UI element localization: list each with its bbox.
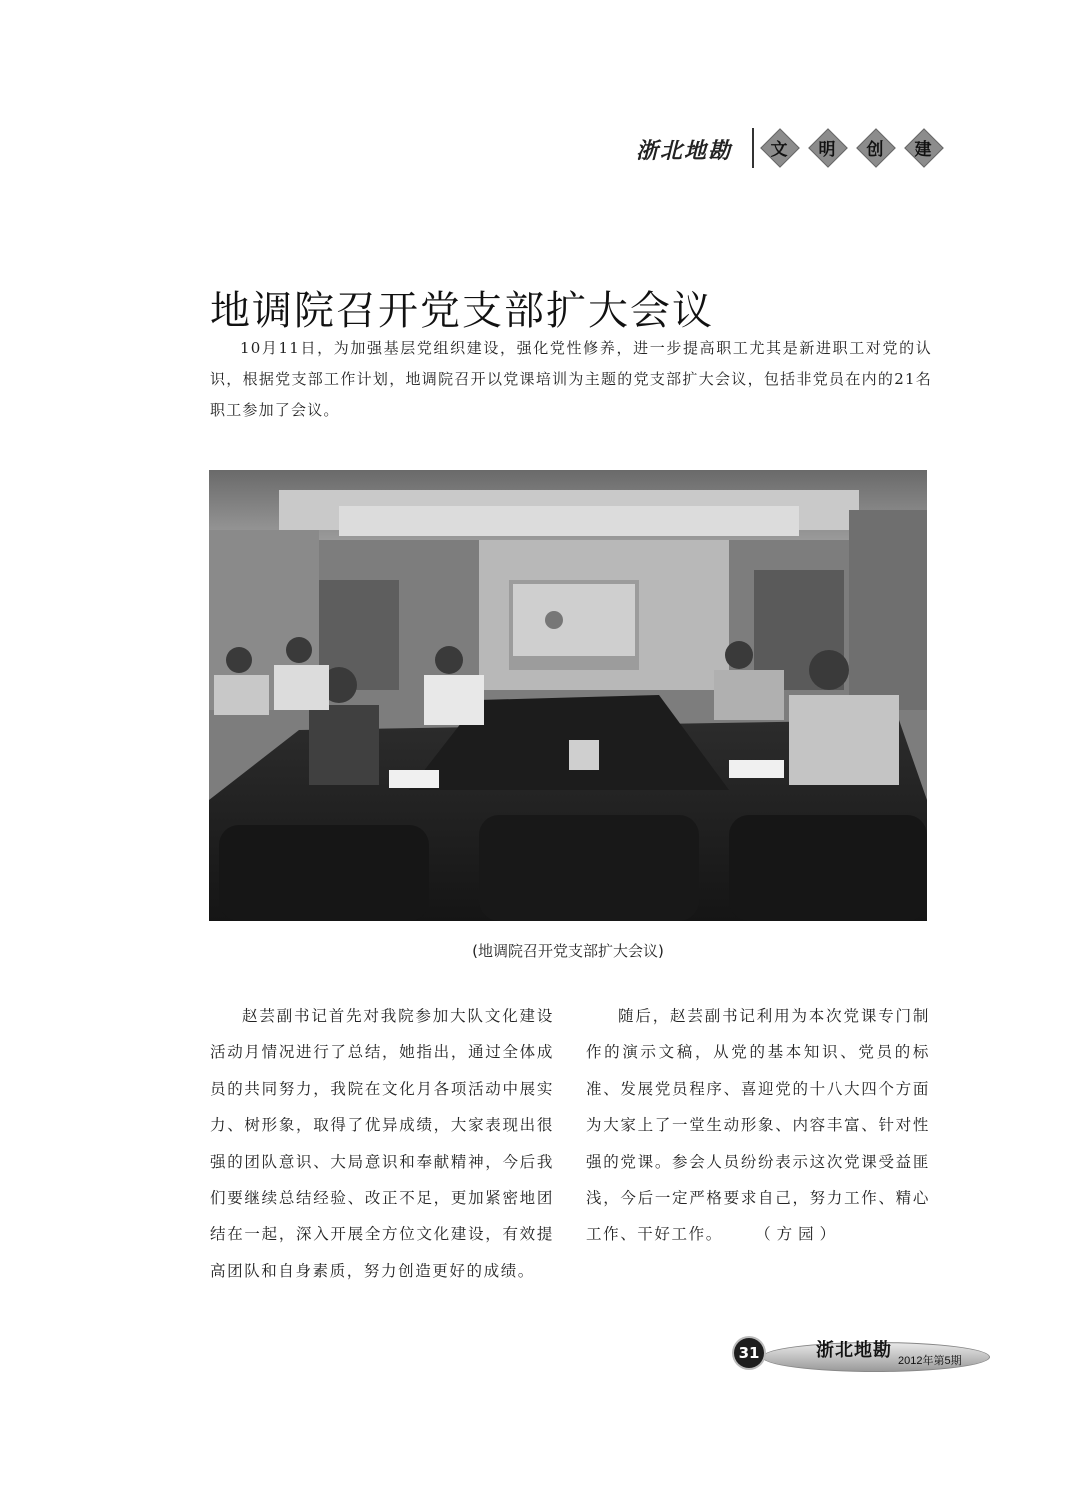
header-divider	[752, 128, 754, 168]
page-number: 31	[734, 1338, 764, 1368]
body-column-left	[210, 998, 554, 1289]
section-char-3: 创	[866, 140, 884, 160]
article-lead: 10月11日，为加强基层党组织建设，强化党性修养，进一步提高职工尤其是新进职工对党的认识，根据党支部工作计划，地调院召开以党课培训为主题的党支部扩大会议，包括非党员在内的21名职工参加了会议。	[210, 339, 932, 419]
page-footer	[732, 1336, 988, 1376]
meeting-photo	[209, 470, 927, 921]
photo-caption: (地调院召开党支部扩大会议)	[472, 942, 664, 960]
body-paragraph-1: 赵芸副书记首先对我院参加大队文化建设活动月情况进行了总结，她指出，通过全体成员的共同努力，我院在文化月各项活动中展实力、树形象，取得了优异成绩，大家表现出很强的团队意识、大局意识和奉献精神，今后我们要继续总结经验、改正不足，更加紧密地团结在一起，深入开展全方位文化建设，有效提高团队和自身素质，努力创造更好的成绩。	[210, 1007, 554, 1280]
header-journal-name: 浙北地勘	[636, 138, 733, 164]
article-title: 地调院召开党支部扩大会议	[210, 287, 714, 334]
page-header	[636, 128, 956, 172]
section-char-4: 建	[914, 140, 932, 160]
body-paragraph-2	[586, 998, 930, 1253]
body-paragraph-2-text: 随后，赵芸副书记利用为本次党课专门制作的演示文稿，从党的基本知识、党员的标准、发展党员程序、喜迎党的十八大四个方面为大家上了一堂生动形象、内容丰富、针对性强的党课。参会人员纷纷表示这次党课受益匪浅，今后一定严格要求自己，努力工作、精心工作、干好工作。	[586, 1007, 930, 1244]
author-byline: （方园）	[762, 1225, 842, 1244]
section-char-2: 明	[818, 140, 836, 160]
body-column-right	[586, 998, 930, 1253]
footer-journal-name: 浙北地勘	[816, 1340, 892, 1361]
footer-issue: 2012年第5期	[898, 1355, 962, 1367]
section-char-1: 文	[770, 140, 788, 160]
